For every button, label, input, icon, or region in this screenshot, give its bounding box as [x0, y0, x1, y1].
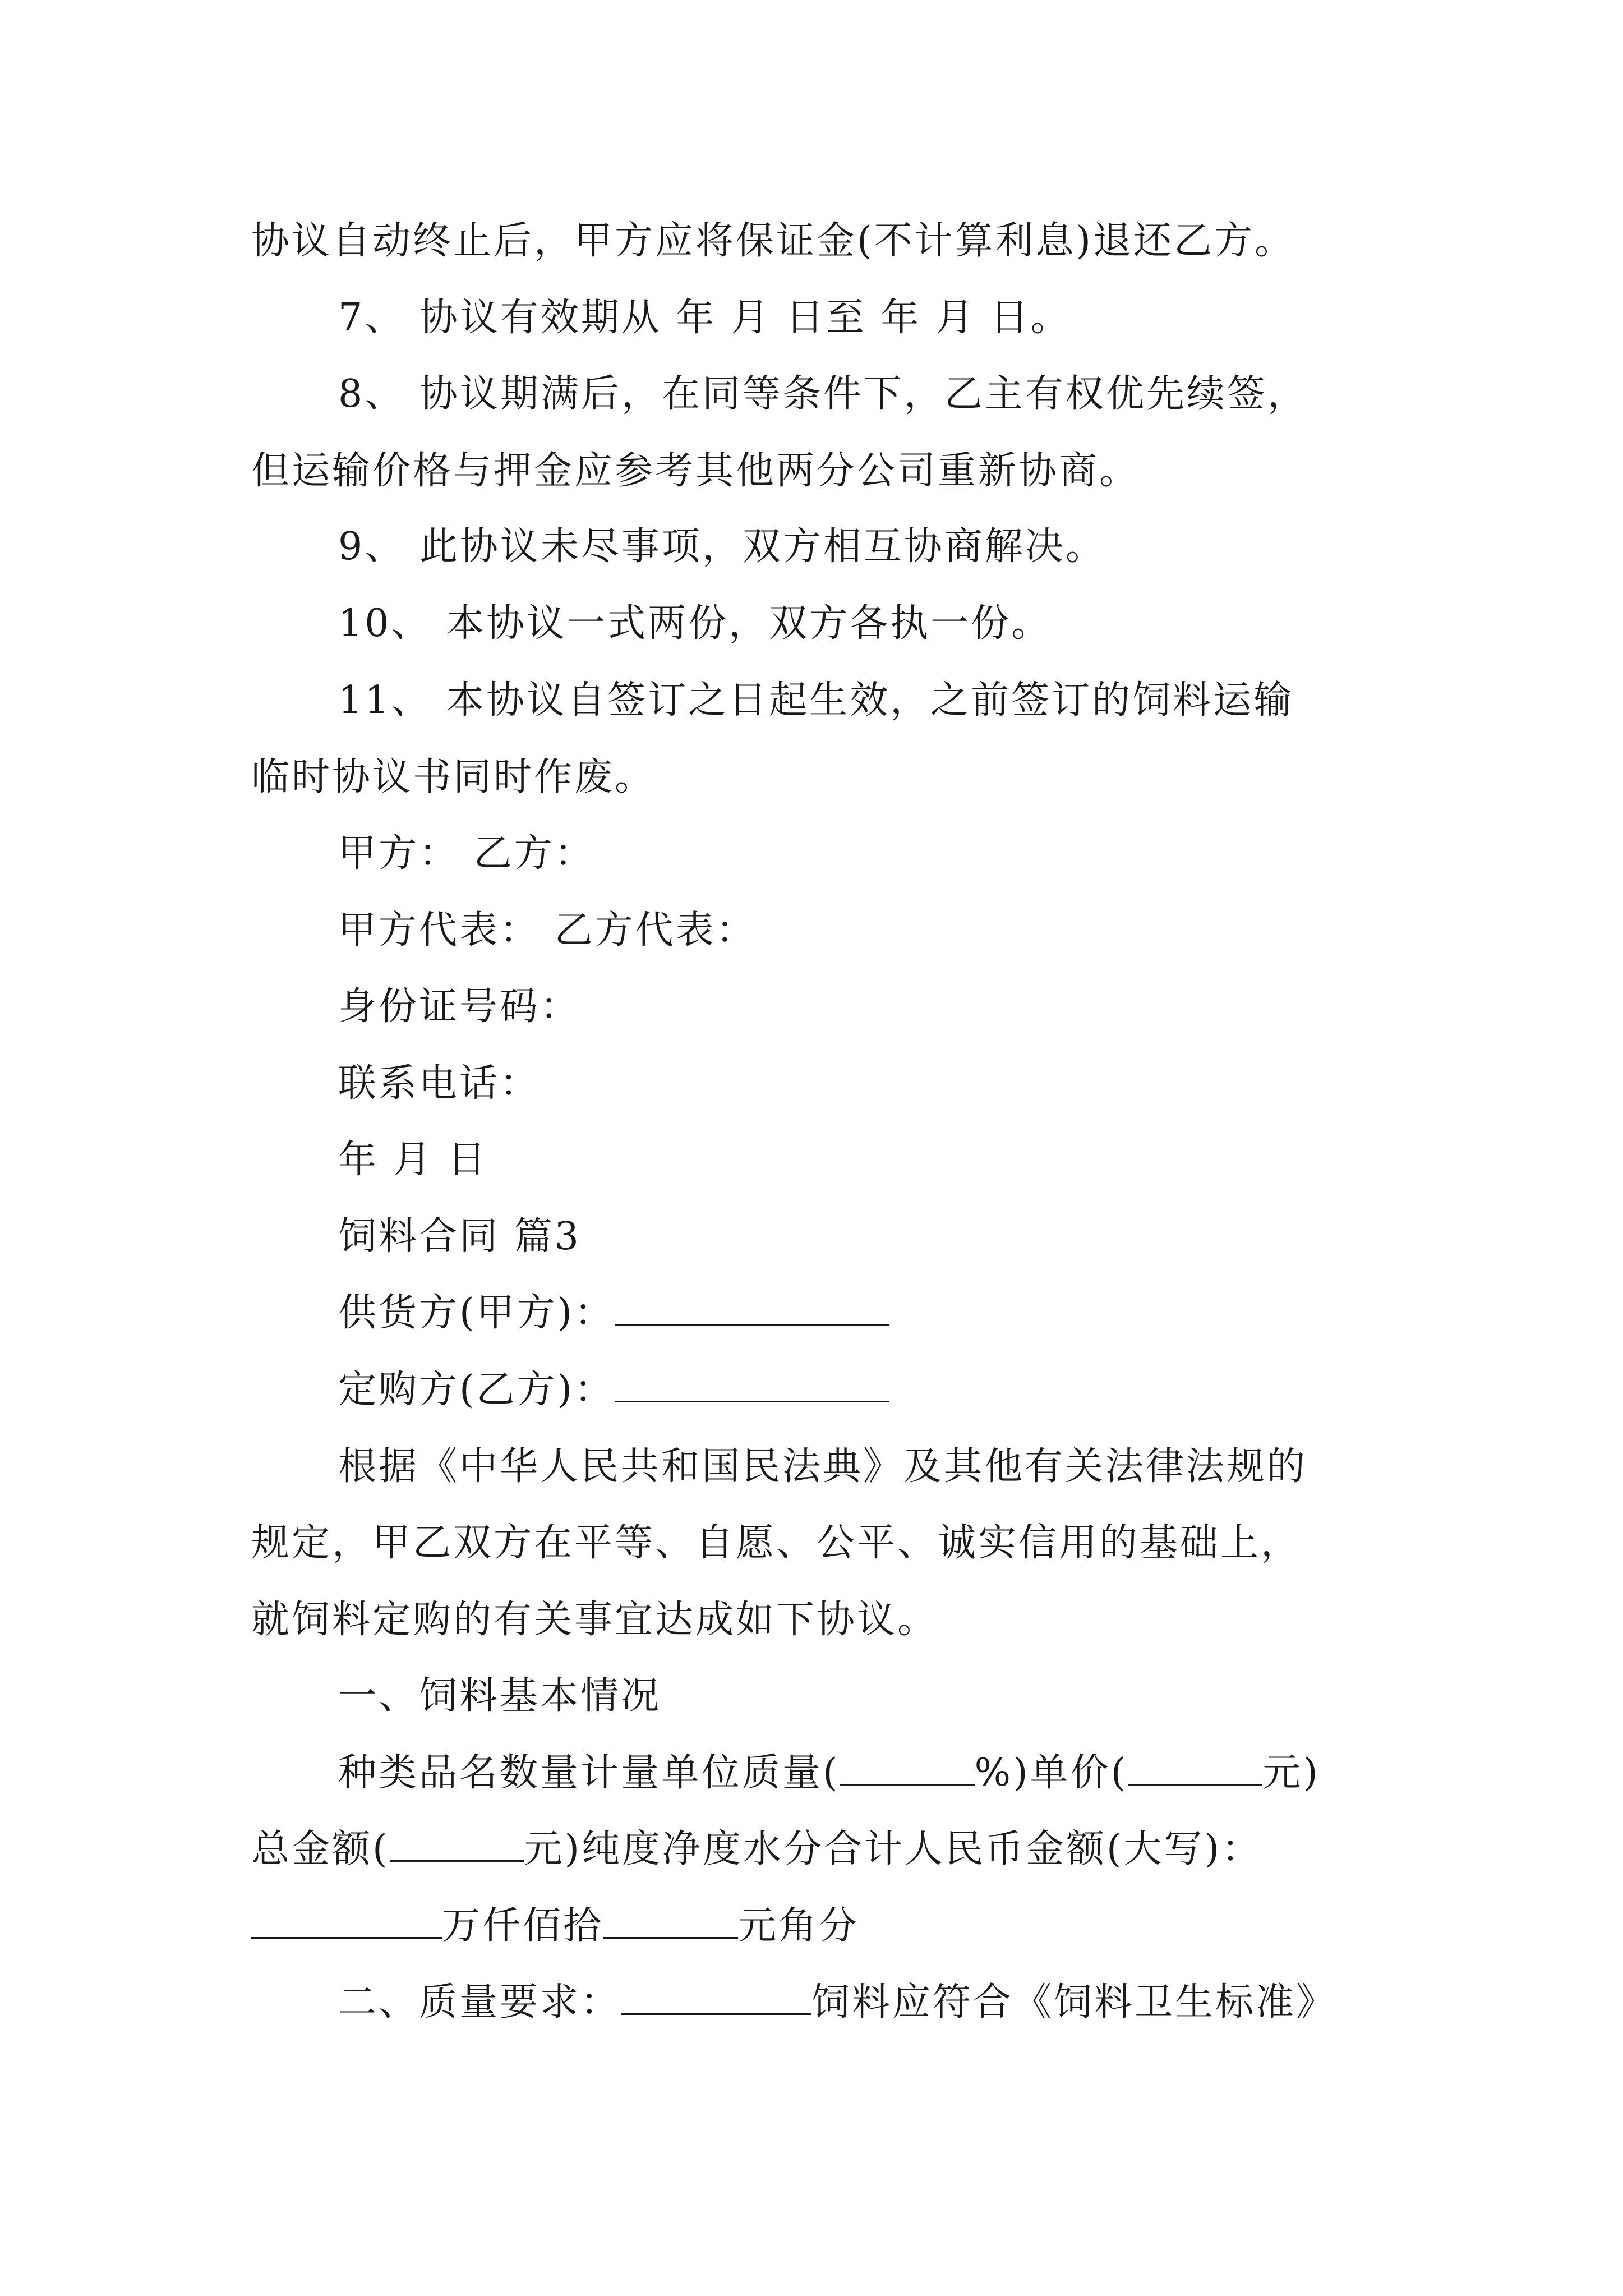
signature-representative-line: 甲方代表： 乙方代表： — [338, 908, 757, 953]
paragraph-line: 规定，甲乙双方在平等、自愿、公平、诚实信用的基础上， — [251, 1521, 1302, 1565]
quality-percent-blank — [840, 1749, 975, 1786]
clause-8: 8、 协议期满后，在同等条件下，乙主有权优先续签， — [338, 372, 1308, 416]
basic-info-line — [338, 1748, 1320, 1798]
total-amount-blank — [390, 1825, 524, 1862]
heading-basic-info: 一、饲料基本情况 — [338, 1674, 662, 1718]
amount-units-text: 万仟佰拾 — [442, 1904, 604, 1948]
quality-standard-text: 饲料应符合《饲料卫生标准》 — [811, 1980, 1337, 2024]
total-amount-line — [251, 1824, 1262, 1875]
paragraph-line: 协议自动终止后，甲方应将保证金(不计算利息)退还乙方。 — [251, 219, 1295, 263]
buyer-blank — [615, 1366, 889, 1402]
supplier-label: 供货方(甲方)： — [338, 1291, 615, 1335]
id-number-line: 身份证号码： — [338, 984, 581, 1029]
signature-party-line: 甲方： 乙方： — [338, 831, 595, 876]
buyer-line — [338, 1365, 889, 1415]
section-title: 饲料合同 篇3 — [338, 1214, 581, 1259]
paragraph-line: 但运输价格与押金应参考其他两分公司重新协商。 — [251, 449, 1140, 493]
supplier-line — [338, 1288, 889, 1338]
quality-blank — [621, 1978, 811, 2015]
amount-blank-1 — [251, 1902, 442, 1939]
phone-line: 联系电话： — [338, 1061, 541, 1106]
clause-9: 9、 此协议未尽事项，双方相互协商解决。 — [338, 524, 1106, 569]
basic-info-text: 种类品名数量计量单位质量( — [338, 1751, 840, 1795]
amount-words-text: 元)纯度净度水分合计人民币金额(大写)： — [524, 1827, 1262, 1871]
total-amount-text: 总金额( — [251, 1827, 390, 1871]
amount-words-line — [251, 1901, 859, 1952]
paragraph-line: 根据《中华人民共和国民法典》及其他有关法律法规的 — [338, 1444, 1308, 1489]
clause-11: 11、 本协议自签订之日起生效，之前签订的饲料运输 — [338, 678, 1294, 723]
amount-units-text-2: 元角分 — [738, 1904, 860, 1948]
date-line: 年 月 日 — [338, 1138, 488, 1182]
clause-7: 7、 协议有效期从 年 月 日至 年 月 日。 — [338, 296, 1071, 340]
buyer-label: 定购方(乙方)： — [338, 1368, 615, 1412]
amount-blank-2 — [603, 1902, 738, 1939]
unit-price-text: %)单价( — [974, 1751, 1128, 1795]
paragraph-line: 临时协议书同时作废。 — [251, 755, 656, 799]
unit-price-blank — [1128, 1749, 1262, 1786]
quality-heading: 二、质量要求： — [338, 1980, 621, 2024]
quality-requirement-line — [338, 1977, 1336, 2028]
clause-10: 10、 本协议一式两份，双方各执一份。 — [338, 601, 1052, 646]
paragraph-line: 就饲料定购的有关事宜达成如下协议。 — [251, 1598, 938, 1642]
supplier-blank — [615, 1289, 889, 1326]
unit-price-close: 元) — [1262, 1751, 1320, 1795]
